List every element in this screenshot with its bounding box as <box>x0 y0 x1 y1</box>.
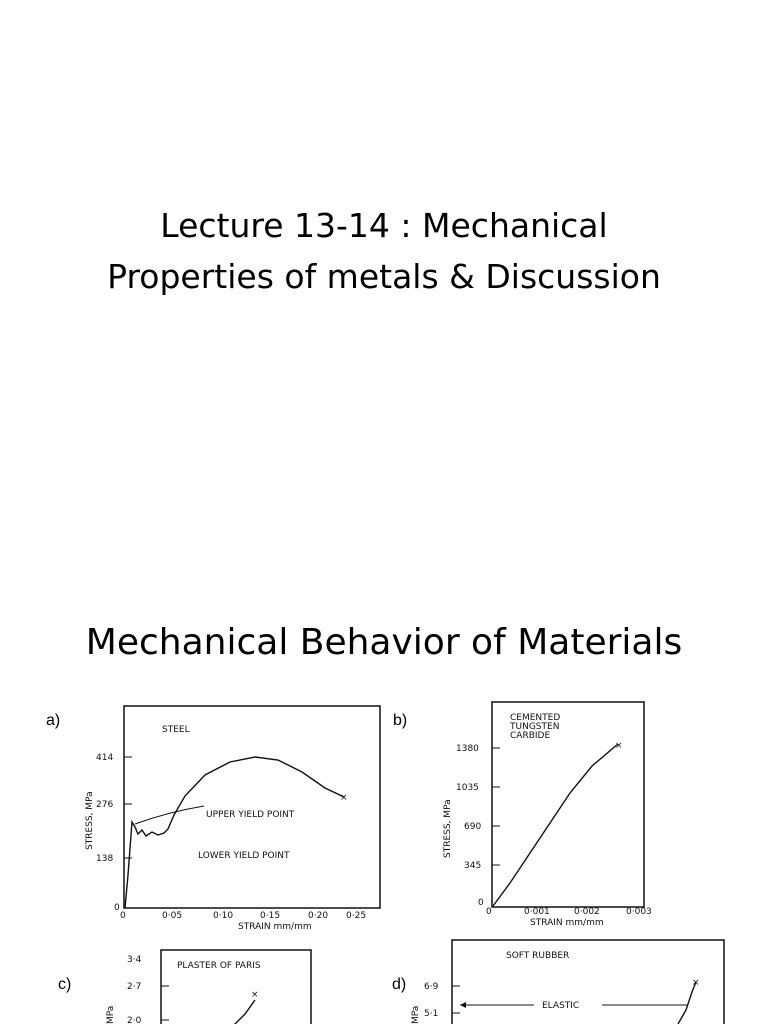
y-ticks <box>424 982 460 1019</box>
fracture-mark: × <box>340 793 348 803</box>
stress-strain-curve <box>493 744 618 906</box>
fracture-mark: × <box>692 978 700 988</box>
y-tick-label: 0 <box>114 903 120 913</box>
y-axis-label: STRESS, MPa <box>85 791 95 850</box>
x-tick-label: 0·002 <box>574 907 600 917</box>
steel-chart <box>80 700 385 940</box>
y-tick-label: 5·1 <box>424 1009 439 1019</box>
panel-c-label: c) <box>58 976 72 993</box>
y-tick-label: 1380 <box>456 744 479 754</box>
material-label: SOFT RUBBER <box>506 951 570 961</box>
fracture-mark: × <box>251 990 259 1000</box>
x-ticks <box>486 907 652 917</box>
y-tick-label: 1035 <box>456 783 479 793</box>
y-ticks <box>456 744 500 908</box>
y-tick-label: 276 <box>96 800 114 810</box>
annotation-elastic: ELASTIC <box>542 1001 580 1011</box>
plot-frame <box>124 706 380 908</box>
plot-frame <box>452 940 724 1024</box>
x-tick-label: 0·001 <box>524 907 550 917</box>
y-tick-label: 2·0 <box>127 1016 142 1024</box>
upper-yield-leader <box>135 806 204 824</box>
y-tick-label: 690 <box>464 822 482 832</box>
y-axis-label: MPa <box>106 1005 116 1024</box>
x-tick-label: 0·25 <box>346 911 367 921</box>
y-axis-label: MPa <box>411 1005 421 1024</box>
stress-strain-curve <box>125 757 344 908</box>
material-label: STEEL <box>162 725 190 735</box>
panel-b-label: b) <box>393 712 408 729</box>
material-label-3: CARBIDE <box>510 731 551 741</box>
x-axis-label: STRAIN mm/mm <box>530 918 604 928</box>
x-tick-label: 0·003 <box>626 907 652 917</box>
x-ticks <box>120 911 366 921</box>
y-tick-label: 138 <box>96 854 114 864</box>
x-axis-label: STRAIN mm/mm <box>238 922 312 932</box>
section-title: Mechanical Behavior of Materials <box>85 622 683 663</box>
x-tick-label: 0·05 <box>162 911 183 921</box>
stress-strain-curve <box>233 1000 255 1024</box>
x-tick-label: 0·10 <box>213 911 234 921</box>
material-label-1: CEMENTED <box>510 713 561 723</box>
x-tick-label: 0 <box>120 911 126 921</box>
material-label-2: TUNGSTEN <box>510 722 560 732</box>
stress-strain-curve <box>678 982 696 1024</box>
tungsten-carbide-chart <box>420 698 680 930</box>
plaster-of-paris-chart <box>95 948 325 1024</box>
lecture-title-line-1: Lecture 13-14 : Mechanical <box>160 206 608 245</box>
x-tick-label: 0·15 <box>260 911 281 921</box>
annotation-upper-yield: UPPER YIELD POINT <box>206 810 295 820</box>
panel-d-label: d) <box>392 976 407 993</box>
soft-rubber-chart <box>410 936 730 1024</box>
y-tick-label: 6·9 <box>424 982 439 992</box>
x-tick-label: 0·20 <box>308 911 329 921</box>
y-tick-label: 3·4 <box>127 955 142 965</box>
y-axis-label: STRESS, MPa <box>443 799 453 858</box>
material-label: PLASTER OF PARIS <box>177 961 261 971</box>
y-tick-label: 2·7 <box>127 982 142 992</box>
y-ticks <box>127 955 169 1024</box>
arrow-head-left <box>460 1002 466 1008</box>
lecture-title <box>0 200 768 302</box>
annotation-lower-yield: LOWER YIELD POINT <box>198 851 290 861</box>
lecture-title-line-2: Properties of metals & Discussion <box>107 257 661 296</box>
panel-a-label: a) <box>46 712 61 729</box>
x-tick-label: 0 <box>486 907 492 917</box>
fracture-mark: × <box>615 741 623 751</box>
y-tick-label: 345 <box>464 861 482 871</box>
y-tick-label: 414 <box>96 753 114 763</box>
y-tick-label: 0 <box>478 898 484 908</box>
